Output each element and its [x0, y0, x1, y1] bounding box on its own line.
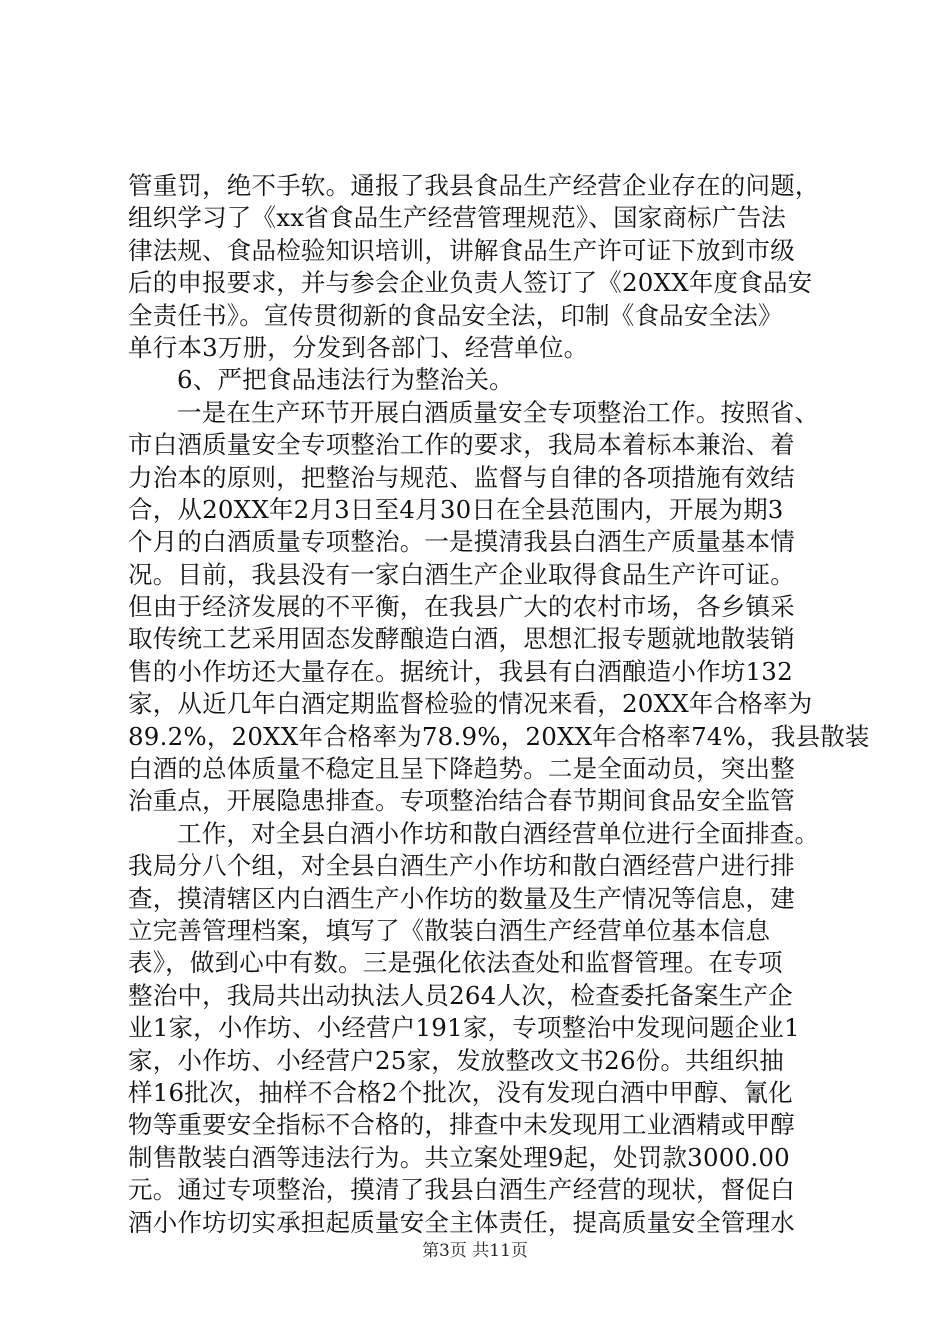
text-line: 查，摸清辖区内白酒生产小作坊的数量及生产情况等信息，建 — [128, 883, 795, 913]
text-line: 后的申报要求，并与参会企业负责人签订了《20XX年度食品安 — [128, 268, 813, 298]
text-line: 市白酒质量安全专项整治工作的要求，我局本着标本兼治、着 — [128, 430, 795, 460]
text-line: 个月的白酒质量专项整治。一是摸清我县白酒生产质量基本情 — [128, 527, 795, 557]
text-line: 全责任书》。宣传贯彻新的食品安全法，印制《食品安全法》 — [128, 300, 783, 330]
text-line: 6、严把食品违法行为整治关。 — [177, 365, 514, 395]
text-line: 我局分八个组，对全县白酒生产小作坊和散白酒经营户进行排 — [128, 851, 795, 881]
text-line: 力治本的原则，把整治与规范、监督与自律的各项措施有效结 — [128, 462, 795, 492]
text-line: 业1家，小作坊、小经营户191家，专项整治中发现问题企业1 — [128, 1013, 800, 1043]
text-line: 物等重要安全指标不合格的，排查中未发现用工业酒精或甲醇 — [128, 1110, 795, 1140]
text-line: 立完善管理档案，填写了《散装白酒生产经营单位基本信息 — [128, 915, 771, 945]
text-line: 管重罚，绝不手软。通报了我县食品生产经营企业存在的问题， — [128, 171, 820, 200]
text-line: 白酒的总体质量不稳定且呈下降趋势。二是全面动员，突出整 — [128, 754, 795, 784]
text-line: 酒小作坊切实承担起质量安全主体责任，提高质量安全管理水 — [128, 1207, 795, 1237]
document-body — [128, 170, 870, 1239]
text-line: 家，从近几年白酒定期监督检验的情况来看，20XX年合格率为 — [128, 689, 813, 719]
text-line: 整治中，我局共出动执法人员264人次，检查委托备案生产企 — [128, 980, 793, 1010]
text-line: 元。通过专项整治，摸清了我县白酒生产经营的现状，督促白 — [128, 1175, 795, 1205]
text-line: 组织学习了《xx省食品生产经营管理规范》、国家商标广告法 — [128, 203, 786, 233]
text-line: 制售散装白酒等违法行为。共立案处理9起，处罚款3000.00 — [128, 1142, 790, 1172]
text-line: 况。目前，我县没有一家白酒生产企业取得食品生产许可证。 — [128, 559, 795, 589]
text-line: 售的小作坊还大量存在。据统计，我县有白酒酿造小作坊132 — [128, 656, 793, 686]
text-line: 但由于经济发展的不平衡，在我县广大的农村市场，各乡镇采 — [128, 592, 795, 622]
text-line: 表》，做到心中有数。三是强化依法查处和监督管理。在专项 — [128, 948, 783, 978]
text-line: 律法规、食品检验知识培训，讲解食品生产许可证下放到市级 — [128, 235, 795, 265]
text-line: 89.2%，20XX年合格率为78.9%，20XX年合格率74%，我县散装 — [128, 721, 870, 751]
text-line: 一是在生产环节开展白酒质量安全专项整治工作。按照省、 — [177, 397, 820, 427]
text-line: 取传统工艺采用固态发酵酿造白酒，思想汇报专题就地散装销 — [128, 624, 795, 654]
text-line: 家，小作坊、小经营户25家，发放整改文书26份。共组织抽 — [128, 1045, 784, 1075]
text-line: 单行本3万册，分发到各部门、经营单位。 — [128, 332, 589, 362]
text-line: 样16批次，抽样不合格2个批次，没有发现白酒中甲醇、氰化 — [128, 1077, 793, 1107]
text-line: 治重点，开展隐患排查。专项整治结合春节期间食品安全监管 — [128, 786, 795, 816]
text-line: 工作，对全县白酒小作坊和散白酒经营单位进行全面排查。 — [177, 818, 820, 848]
text-line: 合，从20XX年2月3日至4月30日在全县范围内，开展为期3 — [128, 494, 784, 524]
page-footer: 第3页 共11页 — [422, 1241, 528, 1261]
